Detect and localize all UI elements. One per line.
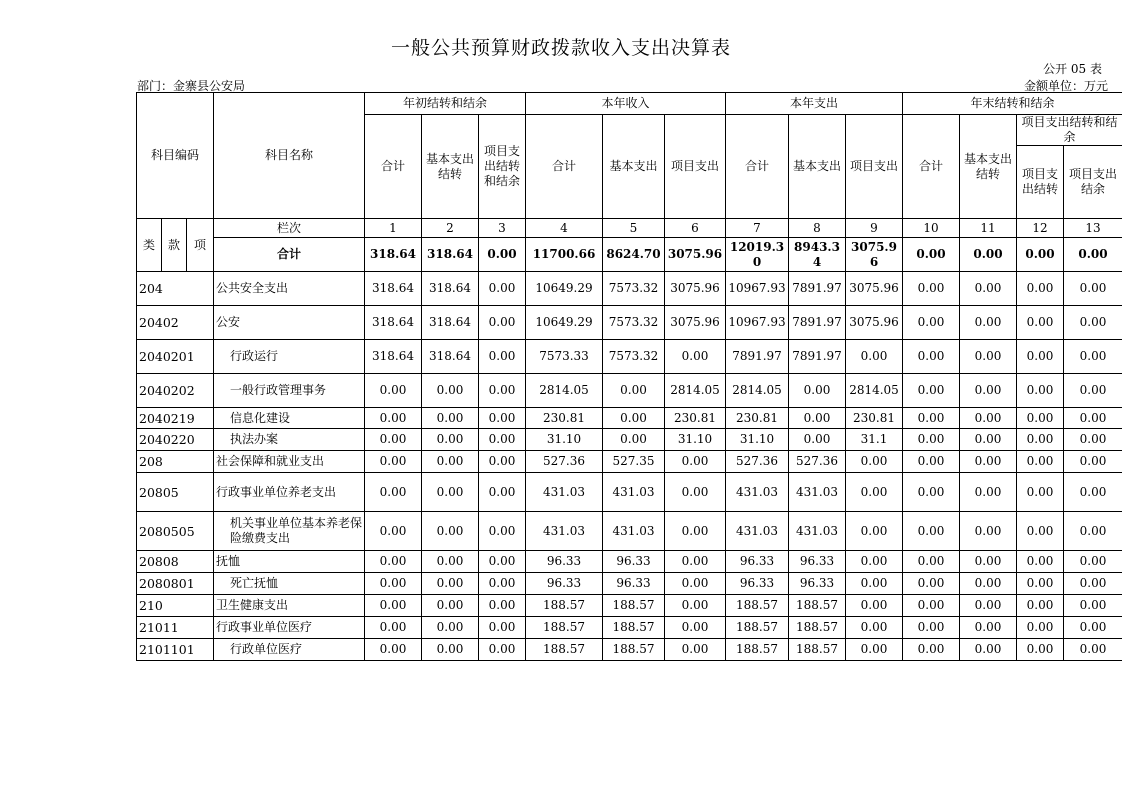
subject-name-cell: 机关事业单位基本养老保险缴费支出 — [214, 512, 365, 551]
value-cell: 0.00 — [960, 617, 1017, 639]
value-cell: 188.57 — [603, 617, 665, 639]
table-row — [137, 595, 1122, 617]
value-cell: 188.57 — [526, 595, 603, 617]
total-value-cell: 8624.70 — [603, 238, 665, 272]
value-cell: 0.00 — [1064, 429, 1122, 451]
value-cell: 0.00 — [365, 374, 422, 408]
subject-name-cell: 社会保障和就业支出 — [214, 451, 365, 473]
total-value-cell: 0.00 — [479, 238, 526, 272]
table-row — [137, 451, 1122, 473]
value-cell: 0.00 — [1017, 374, 1064, 408]
subject-code-cell: 21011 — [137, 617, 214, 639]
value-cell: 0.00 — [846, 340, 903, 374]
value-cell: 0.00 — [479, 473, 526, 512]
header-group-end: 年末结转和结余 — [903, 93, 1122, 115]
value-cell: 431.03 — [726, 512, 789, 551]
value-cell: 31.10 — [726, 429, 789, 451]
header-project-carry: 项目支出结转和结余 — [479, 115, 526, 219]
value-cell: 0.00 — [789, 374, 846, 408]
subject-name-cell: 行政运行 — [214, 340, 365, 374]
value-cell: 0.00 — [1064, 272, 1122, 306]
value-cell: 10967.93 — [726, 306, 789, 340]
header-project-sub: 项目支出结转和结余 — [1017, 115, 1122, 146]
value-cell: 31.1 — [846, 429, 903, 451]
value-cell: 7573.32 — [603, 306, 665, 340]
value-cell: 0.00 — [846, 639, 903, 661]
value-cell: 0.00 — [960, 551, 1017, 573]
column-number-cell: 8 — [789, 219, 846, 238]
value-cell: 0.00 — [903, 551, 960, 573]
value-cell: 0.00 — [365, 551, 422, 573]
total-value-cell: 0.00 — [1064, 238, 1122, 272]
value-cell: 527.35 — [603, 451, 665, 473]
table-row — [137, 617, 1122, 639]
value-cell: 0.00 — [603, 429, 665, 451]
header-subject-name: 科目名称 — [214, 93, 365, 219]
value-cell: 0.00 — [1064, 408, 1122, 429]
value-cell: 0.00 — [846, 551, 903, 573]
table-row — [137, 551, 1122, 573]
column-number-cell: 9 — [846, 219, 903, 238]
total-value-cell: 3075.96 — [846, 238, 903, 272]
subject-name-cell: 行政单位医疗 — [214, 639, 365, 661]
value-cell: 0.00 — [903, 473, 960, 512]
report-title: 一般公共预算财政拨款收入支出决算表 — [390, 37, 731, 59]
value-cell: 318.64 — [422, 340, 479, 374]
value-cell: 2814.05 — [726, 374, 789, 408]
subject-code-cell: 20808 — [137, 551, 214, 573]
column-number-cell: 11 — [960, 219, 1017, 238]
total-value-cell: 11700.66 — [526, 238, 603, 272]
table-row — [137, 340, 1122, 374]
value-cell: 0.00 — [1064, 374, 1122, 408]
subject-code-cell: 2080505 — [137, 512, 214, 551]
value-cell: 0.00 — [846, 451, 903, 473]
value-cell: 230.81 — [526, 408, 603, 429]
value-cell: 0.00 — [422, 551, 479, 573]
value-cell: 3075.96 — [846, 306, 903, 340]
column-number-cell: 5 — [603, 219, 665, 238]
value-cell: 0.00 — [903, 451, 960, 473]
column-number-cell: 2 — [422, 219, 479, 238]
value-cell: 96.33 — [603, 551, 665, 573]
total-value-cell: 0.00 — [903, 238, 960, 272]
value-cell: 0.00 — [903, 408, 960, 429]
subject-code-cell: 2040220 — [137, 429, 214, 451]
value-cell: 0.00 — [479, 374, 526, 408]
subject-code-cell: 208 — [137, 451, 214, 473]
value-cell: 188.57 — [789, 617, 846, 639]
subject-name-cell: 行政事业单位医疗 — [214, 617, 365, 639]
value-cell: 0.00 — [665, 595, 726, 617]
value-cell: 0.00 — [365, 473, 422, 512]
value-cell: 0.00 — [1017, 306, 1064, 340]
value-cell: 0.00 — [789, 408, 846, 429]
column-number-cell: 6 — [665, 219, 726, 238]
subject-name-cell: 死亡抚恤 — [214, 573, 365, 595]
value-cell: 0.00 — [1064, 617, 1122, 639]
value-cell: 2814.05 — [846, 374, 903, 408]
subject-code-cell: 2101101 — [137, 639, 214, 661]
budget-table — [136, 92, 1122, 661]
value-cell: 0.00 — [479, 617, 526, 639]
value-cell: 230.81 — [726, 408, 789, 429]
value-cell: 2814.05 — [665, 374, 726, 408]
value-cell: 0.00 — [903, 374, 960, 408]
header-group-income: 本年收入 — [526, 93, 726, 115]
value-cell: 0.00 — [365, 617, 422, 639]
value-cell: 0.00 — [422, 473, 479, 512]
value-cell: 0.00 — [365, 408, 422, 429]
subject-code-cell: 2040202 — [137, 374, 214, 408]
value-cell: 0.00 — [422, 573, 479, 595]
value-cell: 0.00 — [665, 473, 726, 512]
value-cell: 3075.96 — [665, 272, 726, 306]
header-total: 合计 — [903, 115, 960, 219]
value-cell: 318.64 — [365, 306, 422, 340]
value-cell: 7891.97 — [789, 340, 846, 374]
column-number-cell: 7 — [726, 219, 789, 238]
value-cell: 188.57 — [526, 639, 603, 661]
value-cell: 0.00 — [479, 340, 526, 374]
value-cell: 0.00 — [846, 573, 903, 595]
total-row-label: 合计 — [214, 238, 365, 272]
table-row — [137, 573, 1122, 595]
value-cell: 0.00 — [422, 595, 479, 617]
value-cell: 0.00 — [960, 595, 1017, 617]
value-cell: 188.57 — [789, 595, 846, 617]
value-cell: 0.00 — [665, 573, 726, 595]
header-project-exp: 项目支出 — [665, 115, 726, 219]
header-basic-carry: 基本支出结转 — [960, 115, 1017, 219]
header-kuan: 款 — [162, 219, 187, 272]
value-cell: 0.00 — [1064, 573, 1122, 595]
value-cell: 431.03 — [526, 473, 603, 512]
value-cell: 318.64 — [365, 340, 422, 374]
header-total: 合计 — [526, 115, 603, 219]
value-cell: 0.00 — [422, 617, 479, 639]
value-cell: 0.00 — [960, 272, 1017, 306]
value-cell: 0.00 — [1064, 639, 1122, 661]
value-cell: 0.00 — [903, 595, 960, 617]
table-row — [137, 408, 1122, 429]
value-cell: 0.00 — [903, 272, 960, 306]
subject-name-cell: 行政事业单位养老支出 — [214, 473, 365, 512]
value-cell: 96.33 — [526, 573, 603, 595]
value-cell: 2814.05 — [526, 374, 603, 408]
value-cell: 0.00 — [903, 340, 960, 374]
value-cell: 0.00 — [365, 639, 422, 661]
value-cell: 0.00 — [665, 512, 726, 551]
value-cell: 0.00 — [365, 512, 422, 551]
value-cell: 0.00 — [1064, 306, 1122, 340]
value-cell: 3075.96 — [846, 272, 903, 306]
header-xiang: 项 — [187, 219, 214, 272]
value-cell: 431.03 — [726, 473, 789, 512]
value-cell: 0.00 — [365, 429, 422, 451]
value-cell: 0.00 — [479, 306, 526, 340]
header-project-balance: 项目支出结余 — [1064, 146, 1122, 219]
value-cell: 0.00 — [1017, 617, 1064, 639]
value-cell: 0.00 — [422, 374, 479, 408]
value-cell: 0.00 — [1017, 512, 1064, 551]
value-cell: 0.00 — [903, 617, 960, 639]
column-number-row — [137, 219, 1122, 238]
header-subject-code: 科目编码 — [137, 93, 214, 219]
value-cell: 0.00 — [960, 340, 1017, 374]
column-number-cell: 4 — [526, 219, 603, 238]
value-cell: 0.00 — [603, 374, 665, 408]
total-value-cell: 0.00 — [1017, 238, 1064, 272]
subject-name-cell: 信息化建设 — [214, 408, 365, 429]
value-cell: 0.00 — [479, 429, 526, 451]
value-cell: 96.33 — [726, 551, 789, 573]
value-cell: 0.00 — [365, 595, 422, 617]
table-row — [137, 272, 1122, 306]
table-row — [137, 512, 1122, 551]
value-cell: 0.00 — [1017, 429, 1064, 451]
subject-name-cell: 执法办案 — [214, 429, 365, 451]
value-cell: 7891.97 — [789, 306, 846, 340]
column-number-cell: 10 — [903, 219, 960, 238]
value-cell: 96.33 — [789, 551, 846, 573]
value-cell: 0.00 — [960, 639, 1017, 661]
subject-code-cell: 2080801 — [137, 573, 214, 595]
column-number-cell: 3 — [479, 219, 526, 238]
value-cell: 0.00 — [1017, 573, 1064, 595]
column-number-cell: 1 — [365, 219, 422, 238]
value-cell: 230.81 — [846, 408, 903, 429]
value-cell: 0.00 — [479, 272, 526, 306]
value-cell: 7573.32 — [603, 272, 665, 306]
total-value-cell: 8943.34 — [789, 238, 846, 272]
value-cell: 0.00 — [1017, 639, 1064, 661]
unit-label: 金额单位：万元 — [1023, 79, 1108, 93]
value-cell: 96.33 — [526, 551, 603, 573]
header-group-expense: 本年支出 — [726, 93, 903, 115]
value-cell: 188.57 — [603, 639, 665, 661]
header-project-carry-short: 项目支出结转 — [1017, 146, 1064, 219]
value-cell: 3075.96 — [665, 306, 726, 340]
value-cell: 431.03 — [603, 512, 665, 551]
value-cell: 318.64 — [422, 272, 479, 306]
subject-code-cell: 204 — [137, 272, 214, 306]
value-cell: 0.00 — [422, 512, 479, 551]
value-cell: 0.00 — [479, 408, 526, 429]
value-cell: 0.00 — [846, 595, 903, 617]
value-cell: 188.57 — [726, 617, 789, 639]
value-cell: 0.00 — [479, 512, 526, 551]
value-cell: 0.00 — [1017, 408, 1064, 429]
value-cell: 0.00 — [960, 473, 1017, 512]
total-row — [137, 238, 1122, 272]
value-cell: 0.00 — [1017, 551, 1064, 573]
value-cell: 0.00 — [1064, 551, 1122, 573]
value-cell: 0.00 — [1017, 451, 1064, 473]
value-cell: 527.36 — [526, 451, 603, 473]
value-cell: 0.00 — [365, 451, 422, 473]
value-cell: 0.00 — [665, 340, 726, 374]
value-cell: 0.00 — [846, 512, 903, 551]
value-cell: 7891.97 — [726, 340, 789, 374]
value-cell: 188.57 — [726, 639, 789, 661]
total-value-cell: 12019.30 — [726, 238, 789, 272]
value-cell: 0.00 — [903, 306, 960, 340]
subject-code-cell: 20805 — [137, 473, 214, 512]
value-cell: 0.00 — [960, 408, 1017, 429]
value-cell: 31.10 — [526, 429, 603, 451]
value-cell: 431.03 — [603, 473, 665, 512]
header-project-exp: 项目支出 — [846, 115, 903, 219]
subject-code-cell: 210 — [137, 595, 214, 617]
value-cell: 0.00 — [665, 617, 726, 639]
header-total: 合计 — [365, 115, 422, 219]
value-cell: 0.00 — [846, 473, 903, 512]
value-cell: 0.00 — [479, 451, 526, 473]
value-cell: 0.00 — [1064, 473, 1122, 512]
value-cell: 0.00 — [479, 551, 526, 573]
value-cell: 0.00 — [479, 639, 526, 661]
total-value-cell: 318.64 — [422, 238, 479, 272]
value-cell: 188.57 — [526, 617, 603, 639]
header-basic-carry: 基本支出结转 — [422, 115, 479, 219]
value-cell: 0.00 — [1017, 473, 1064, 512]
value-cell: 0.00 — [422, 639, 479, 661]
value-cell: 0.00 — [665, 451, 726, 473]
value-cell: 0.00 — [1017, 340, 1064, 374]
value-cell: 96.33 — [789, 573, 846, 595]
value-cell: 0.00 — [1064, 451, 1122, 473]
value-cell: 0.00 — [1064, 512, 1122, 551]
form-number: 公开 05 表 — [1043, 62, 1102, 76]
department-label: 部门：金寨县公安局 — [137, 79, 246, 93]
header-basic-exp: 基本支出 — [789, 115, 846, 219]
value-cell: 0.00 — [903, 639, 960, 661]
table-row — [137, 429, 1122, 451]
value-cell: 31.10 — [665, 429, 726, 451]
value-cell: 0.00 — [960, 512, 1017, 551]
value-cell: 0.00 — [479, 595, 526, 617]
value-cell: 230.81 — [665, 408, 726, 429]
value-cell: 0.00 — [1017, 595, 1064, 617]
value-cell: 0.00 — [479, 573, 526, 595]
total-value-cell: 318.64 — [365, 238, 422, 272]
value-cell: 0.00 — [846, 617, 903, 639]
value-cell: 0.00 — [960, 306, 1017, 340]
value-cell: 431.03 — [789, 512, 846, 551]
value-cell: 0.00 — [365, 573, 422, 595]
value-cell: 0.00 — [422, 408, 479, 429]
value-cell: 527.36 — [726, 451, 789, 473]
header-basic-exp: 基本支出 — [603, 115, 665, 219]
value-cell: 431.03 — [526, 512, 603, 551]
value-cell: 0.00 — [903, 512, 960, 551]
value-cell: 527.36 — [789, 451, 846, 473]
value-cell: 0.00 — [1017, 272, 1064, 306]
value-cell: 0.00 — [903, 573, 960, 595]
subject-name-cell: 卫生健康支出 — [214, 595, 365, 617]
table-row — [137, 306, 1122, 340]
subject-code-cell: 20402 — [137, 306, 214, 340]
value-cell: 431.03 — [789, 473, 846, 512]
header-lanci: 栏次 — [214, 219, 365, 238]
value-cell: 7573.32 — [603, 340, 665, 374]
value-cell: 0.00 — [960, 451, 1017, 473]
value-cell: 318.64 — [365, 272, 422, 306]
value-cell: 0.00 — [789, 429, 846, 451]
value-cell: 0.00 — [960, 429, 1017, 451]
value-cell: 0.00 — [665, 551, 726, 573]
value-cell: 96.33 — [603, 573, 665, 595]
value-cell: 188.57 — [789, 639, 846, 661]
subject-name-cell: 公安 — [214, 306, 365, 340]
value-cell: 10649.29 — [526, 306, 603, 340]
total-value-cell: 0.00 — [960, 238, 1017, 272]
subject-code-cell: 2040201 — [137, 340, 214, 374]
value-cell: 0.00 — [422, 451, 479, 473]
value-cell: 96.33 — [726, 573, 789, 595]
value-cell: 7573.33 — [526, 340, 603, 374]
header-total: 合计 — [726, 115, 789, 219]
header-lei: 类 — [137, 219, 162, 272]
value-cell: 10649.29 — [526, 272, 603, 306]
value-cell: 10967.93 — [726, 272, 789, 306]
value-cell: 0.00 — [603, 408, 665, 429]
value-cell: 0.00 — [903, 429, 960, 451]
column-number-cell: 12 — [1017, 219, 1064, 238]
value-cell: 0.00 — [960, 374, 1017, 408]
header-group-begin: 年初结转和结余 — [365, 93, 526, 115]
value-cell: 0.00 — [1064, 595, 1122, 617]
value-cell: 0.00 — [960, 573, 1017, 595]
subject-code-cell: 2040219 — [137, 408, 214, 429]
value-cell: 188.57 — [726, 595, 789, 617]
table-row — [137, 374, 1122, 408]
value-cell: 0.00 — [665, 639, 726, 661]
subject-name-cell: 抚恤 — [214, 551, 365, 573]
value-cell: 318.64 — [422, 306, 479, 340]
table-row — [137, 473, 1122, 512]
value-cell: 0.00 — [1064, 340, 1122, 374]
value-cell: 0.00 — [422, 429, 479, 451]
total-value-cell: 3075.96 — [665, 238, 726, 272]
subject-name-cell: 公共安全支出 — [214, 272, 365, 306]
value-cell: 188.57 — [603, 595, 665, 617]
header-row-1 — [137, 93, 1122, 115]
table-row — [137, 639, 1122, 661]
value-cell: 7891.97 — [789, 272, 846, 306]
column-number-cell: 13 — [1064, 219, 1122, 238]
subject-name-cell: 一般行政管理事务 — [214, 374, 365, 408]
